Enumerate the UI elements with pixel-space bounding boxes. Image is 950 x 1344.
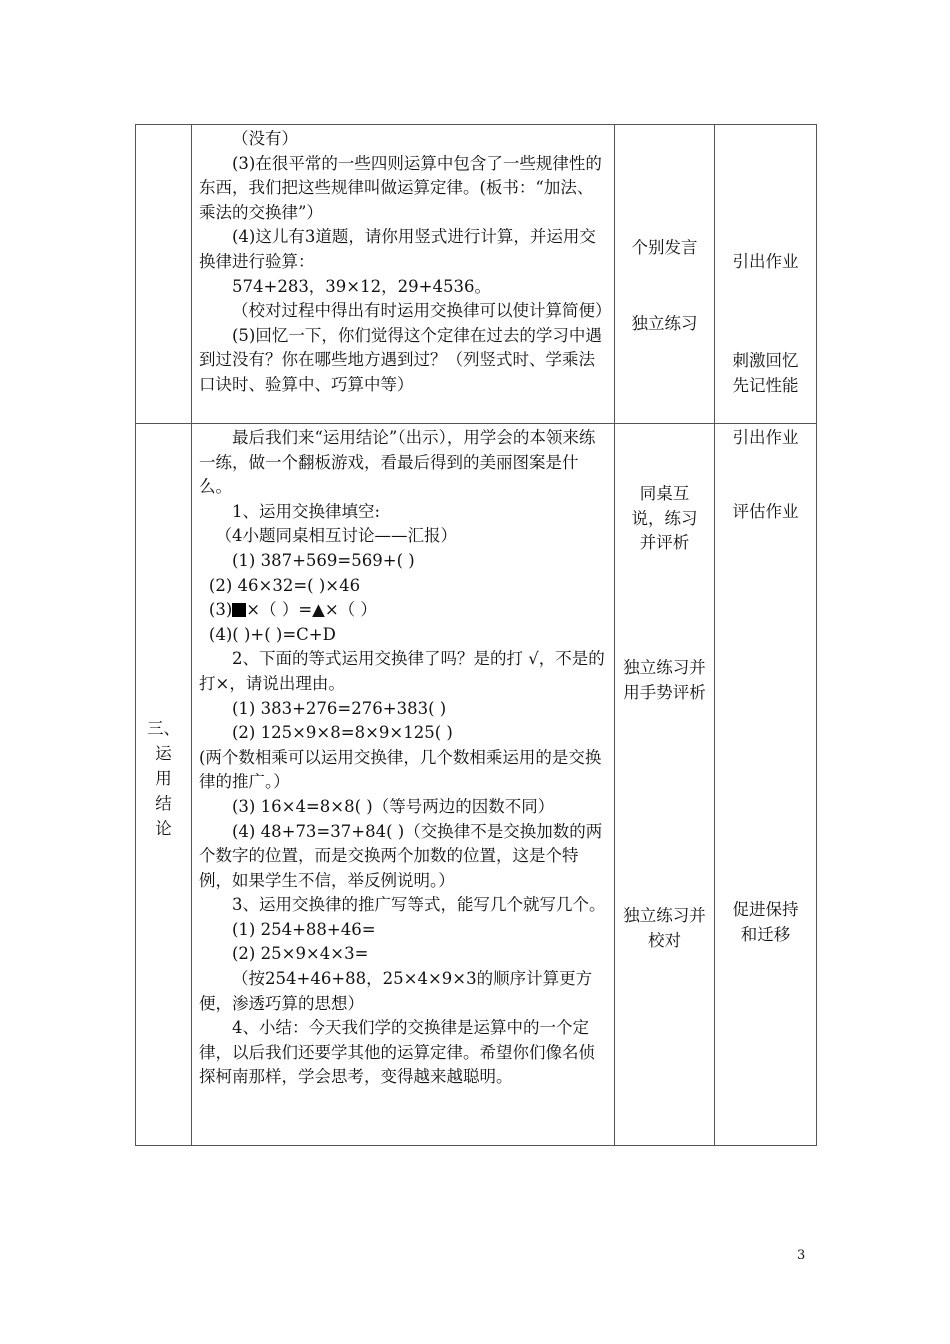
page-number: 3 <box>797 1248 806 1263</box>
exercise-item: (1) 383+276=276+383( ) <box>232 698 447 718</box>
stage-label: 三、 运 用 结 论 <box>147 719 180 838</box>
exercise-item: (2) 125×9×8=8×9×125( ) <box>232 723 453 743</box>
exercise-item: (1) 387+569=569+( ) <box>232 550 415 570</box>
student-activity: 独立练习并校对 <box>623 906 706 950</box>
content-line: （没有） <box>232 129 298 148</box>
purpose-cell <box>715 125 817 424</box>
black-square-icon <box>232 603 246 617</box>
section-title: 1、运用交换律填空: <box>232 501 381 521</box>
content-cell <box>192 424 615 1146</box>
content-paragraph: (5)回忆一下，你们觉得这个定律在过去的学习中遇到过没有？你在哪些地方遇到过？（列竖式时、学乘法口诀时、验算中、巧算中等） <box>199 325 602 394</box>
exercise-item: (4)( )+( )=C+D <box>208 624 336 644</box>
summary-paragraph: 4、小结：今天我们学的交换律是运算中的一个定律，以后我们还要学其他的运算定律。希望你们像名侦探柯南那样，学会思考，变得越来越聪明。 <box>199 1018 595 1087</box>
student-activity: 独立练习并用手势评析 <box>623 658 706 702</box>
student-activity-cell <box>615 424 715 1146</box>
exercise-item: (4) 48+73=37+84( )（交换律不是交换加数的两个数字的位置，而是交换两个加数的位置，这是个特例，如果学生不信，举反例说明。） <box>199 821 603 890</box>
content-paragraph: 最后我们来“运用结论”（出示），用学会的本领来练一练，做一个翻板游戏，看最后得到的美丽图案是什么。 <box>199 428 596 497</box>
student-activity-cell <box>615 125 715 424</box>
exercise-item: (2) 46×32=( )×46 <box>208 575 361 595</box>
content-note: （4小题同桌相互讨论——汇报） <box>215 526 457 546</box>
content-note: (两个数相乘可以运用交换律，几个数相乘运用的是交换律的推广。） <box>199 747 602 792</box>
content-paragraph: (3)在很平常的一些四则运算中包含了一些规律性的东西，我们把这些规律叫做运算定律。(板书：“加法、乘法的交换律”） <box>199 153 602 222</box>
stage-cell <box>136 424 192 1146</box>
exercise-item: (2) 25×9×4×3= <box>232 944 369 964</box>
content-note: （按254+46+88，25×4×9×3的顺序计算更方便，渗透巧算的思想） <box>199 969 593 1013</box>
student-activity: 同桌互说，练习并评析 <box>631 484 698 553</box>
student-activity: 独立练习 <box>631 314 698 333</box>
exercise-item: (1) 254+88+46= <box>232 919 376 939</box>
lesson-plan-table <box>135 124 817 1146</box>
design-purpose: 引出作业 <box>732 252 799 271</box>
design-purpose: 引出作业 <box>732 428 799 447</box>
section-title: 2、下面的等式运用交换律了吗？是的打 √，不是的打×，请说出理由。 <box>199 649 605 693</box>
content-paragraph: （校对过程中得出有时运用交换律可以使计算简便） <box>232 301 612 321</box>
design-purpose: 评估作业 <box>732 502 799 521</box>
design-purpose: 促进保持和迁移 <box>732 900 799 944</box>
student-activity: 个别发言 <box>631 238 698 257</box>
exercise-item: (3) ×（ ）=▲×（ ） <box>208 600 377 620</box>
exercise-item: (3) 16×4=8×8( )（等号两边的因数不同） <box>232 796 555 816</box>
content-cell <box>192 125 615 424</box>
content-line: 574+283，39×12，29+4536。 <box>232 276 491 296</box>
table-row <box>136 125 817 424</box>
content-paragraph: (4)这儿有3道题，请你用竖式进行计算，并运用交换律进行验算： <box>199 227 596 271</box>
stage-cell <box>136 125 192 424</box>
design-purpose: 刺激回忆先记性能 <box>732 351 799 395</box>
section-title: 3、运用交换律的推广写等式，能写几个就写几个。 <box>232 895 606 915</box>
table-row <box>136 424 817 1146</box>
purpose-cell <box>715 424 817 1146</box>
